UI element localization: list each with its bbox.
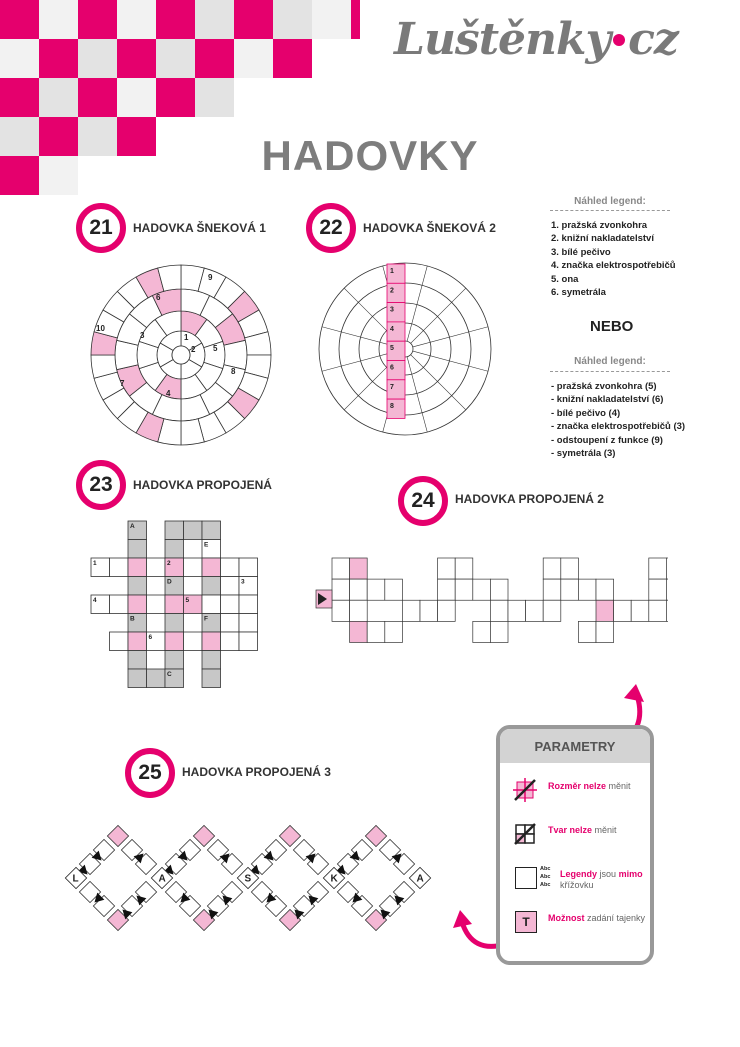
- diamond-cell: [107, 825, 128, 846]
- spiral-cell-number: 6: [156, 293, 161, 302]
- legend-item: 4. značka elektrospotřebičů: [551, 260, 676, 272]
- diamond-cell: [365, 825, 386, 846]
- legend-preview-list-2: [551, 380, 685, 460]
- legend-item: 2. knižní nakladatelství: [551, 233, 654, 245]
- legend-square-icon: [515, 867, 537, 889]
- grid-cell: [221, 558, 240, 577]
- snake-cell: [385, 579, 403, 600]
- param-shape-text: [548, 825, 648, 836]
- checker-tile: [78, 0, 117, 39]
- strip-cell-number: 7: [390, 383, 394, 391]
- snake-cell: [649, 558, 667, 579]
- grid-cell: [221, 595, 240, 614]
- grid-cell-letter: F: [204, 615, 208, 623]
- logo-tld: cz: [628, 14, 678, 65]
- checker-tile: [234, 39, 273, 78]
- grid-cell: [221, 632, 240, 651]
- spiral-cell-number: 1: [184, 333, 189, 342]
- checker-tile: [39, 0, 78, 39]
- diamond-cell: [193, 825, 214, 846]
- spiral-cell-number: 9: [208, 273, 213, 282]
- snake-cell: [543, 558, 561, 579]
- snake-cell: [596, 579, 614, 600]
- checker-tile: [0, 39, 39, 78]
- snake-cell: [490, 600, 508, 621]
- param-legends-rest: křížovku: [560, 880, 594, 890]
- param-secret-highlight: Možnost: [548, 913, 585, 923]
- parameters-heading: PARAMETRY: [500, 729, 650, 763]
- grid-cell: [165, 632, 184, 651]
- snake-cell: [490, 621, 508, 642]
- snake-cell: [385, 621, 403, 642]
- legend-item: 1. pražská zvonkohra: [551, 220, 648, 231]
- param-legends-text: [560, 869, 648, 891]
- checker-tile: [117, 39, 156, 78]
- grid-cell: [165, 595, 184, 614]
- param-size-text: [548, 781, 648, 792]
- param-legends-highlight-1: Legendy: [560, 869, 598, 879]
- param-legends-highlight-2: mimo: [618, 869, 643, 879]
- checker-tile: [351, 0, 360, 39]
- checker-tile: [39, 39, 78, 78]
- page-title: HADOVKY: [261, 132, 479, 179]
- snake-cell: [578, 579, 596, 600]
- grid-cell: [128, 558, 147, 577]
- section-23-number: 23: [76, 460, 126, 510]
- diamond-cell: [279, 825, 300, 846]
- legend-item: - odstoupení z funkce (9): [551, 434, 663, 446]
- parameters-panel: [496, 725, 654, 965]
- diamond-letter: K: [330, 873, 338, 885]
- snake-cell: [490, 579, 508, 600]
- grid-cell-number: 2: [167, 560, 171, 567]
- grid-cell: [165, 614, 184, 633]
- grid-cell-number: 5: [185, 597, 190, 604]
- strip-cell-number: 1: [390, 268, 394, 275]
- section-24-title: HADOVKA PROPOJENÁ 2: [455, 492, 604, 506]
- snake-cell: [596, 621, 614, 642]
- snake-cell: [367, 621, 385, 642]
- snake-cell: [666, 558, 668, 579]
- resize-disabled-icon: [512, 777, 538, 803]
- brand-logo: [394, 14, 678, 65]
- strip-cell-number: 2: [390, 287, 394, 295]
- legend-item: - symetrála (3): [551, 448, 616, 460]
- grid-cell: [128, 632, 147, 651]
- snake-cell: [350, 621, 368, 642]
- legend-item: 3. bílé pečivo: [551, 246, 611, 258]
- grid-cell: [147, 669, 166, 688]
- grid-cell: [202, 651, 221, 670]
- section-23-title: HADOVKA PROPOJENÁ: [133, 478, 272, 492]
- section-21-title: HADOVKA ŠNEKOVÁ 1: [133, 221, 266, 235]
- snake-cell: [649, 579, 667, 600]
- connected-grid-puzzle: [90, 520, 260, 692]
- grid-cell: [221, 577, 240, 596]
- snake-cell: [455, 558, 473, 579]
- spiral-cell-number: 3: [140, 331, 145, 340]
- section-25-number: 25: [125, 748, 175, 798]
- legend-item: 5. ona: [551, 273, 579, 285]
- snake-cell: [614, 600, 632, 621]
- or-label: NEBO: [590, 318, 634, 335]
- snake-cell: [473, 621, 491, 642]
- grid-cell-letter: E: [204, 541, 209, 549]
- spiral-cell-number: 5: [213, 344, 218, 353]
- grid-cell: [128, 595, 147, 614]
- strip-cell-number: 4: [390, 325, 394, 333]
- checker-tile: [78, 78, 117, 117]
- checker-tile: [273, 39, 312, 78]
- legend-divider-1: [550, 210, 670, 211]
- grid-cell: [128, 651, 147, 670]
- snake-cell: [473, 579, 491, 600]
- section-22-number: 22: [306, 203, 356, 253]
- snake-cell: [526, 600, 544, 621]
- diamond-chain-puzzle: [60, 820, 440, 932]
- legend-item: - značka elektrospotřebičů (3): [551, 421, 686, 433]
- snake-cell: [332, 558, 350, 579]
- checker-tile: [312, 0, 351, 39]
- snake-cell: [596, 600, 614, 621]
- spiral-center: [172, 346, 190, 364]
- secret-letter-icon: T: [515, 911, 537, 933]
- strip-cell-number: 3: [390, 306, 394, 314]
- param-shape-rest: měnit: [594, 825, 617, 835]
- connected-snake-puzzle: [312, 556, 668, 648]
- strip-cell-number: 5: [390, 345, 394, 353]
- section-22-title: HADOVKA ŠNEKOVÁ 2: [363, 221, 496, 235]
- legend-item: - bílé pečivo (4): [551, 407, 621, 419]
- grid-cell: [184, 632, 203, 651]
- logo-name: Luštěnky: [394, 14, 611, 65]
- legend-sample: Abc: [540, 882, 551, 888]
- grid-cell-number: 1: [93, 560, 97, 567]
- grid-cell-letter: B: [130, 615, 135, 623]
- grid-cell-letter: D: [167, 578, 172, 586]
- diamond-letter: A: [158, 873, 166, 885]
- legend-sample: Abc: [540, 866, 551, 872]
- legend-preview-list-1: [551, 219, 676, 299]
- grid-cell: [110, 595, 129, 614]
- spiral-cell-number: 4: [166, 389, 171, 398]
- checker-tile: [234, 0, 273, 39]
- grid-cell: [202, 669, 221, 688]
- checker-tile: [117, 78, 156, 117]
- grid-cell: [128, 577, 147, 596]
- snake-cell: [350, 558, 368, 579]
- grid-cell: [239, 614, 258, 633]
- snake-cell: [350, 600, 368, 621]
- checker-tile: [273, 0, 312, 39]
- snake-cell: [561, 558, 579, 579]
- snake-cell: [666, 579, 668, 600]
- grid-cell: [147, 595, 166, 614]
- param-legends-outside: [512, 865, 648, 895]
- snake-cell: [332, 579, 350, 600]
- legend-item: - pražská zvonkohra (5): [551, 381, 657, 392]
- param-size-fixed: [512, 777, 648, 807]
- strip-cell-number: 8: [390, 403, 394, 411]
- grid-cell: [202, 558, 221, 577]
- grid-cell: [110, 558, 129, 577]
- grid-cell: [110, 632, 129, 651]
- legend-item: 6. symetrála: [551, 287, 606, 299]
- grid-cell: [165, 540, 184, 559]
- checker-tile: [195, 39, 234, 78]
- snake-cell: [455, 579, 473, 600]
- legend-preview-heading-1: Náhled legend:: [574, 196, 646, 207]
- section-21-number: 21: [76, 203, 126, 253]
- grid-cell-number: 6: [148, 634, 153, 641]
- snake-cell: [420, 600, 438, 621]
- snake-cell: [367, 579, 385, 600]
- snake-cell: [631, 600, 649, 621]
- legend-sample-labels: [540, 865, 550, 889]
- spiral-puzzle-2: [318, 262, 492, 436]
- checker-tile: [0, 0, 39, 39]
- grid-cell: [202, 595, 221, 614]
- shape-disabled-icon: [512, 821, 538, 847]
- grid-cell: [128, 540, 147, 559]
- grid-cell: [184, 558, 203, 577]
- snake-cell: [508, 600, 526, 621]
- param-legends-mid: jsou: [599, 869, 617, 879]
- grid-cell: [202, 632, 221, 651]
- grid-cell: [202, 521, 221, 540]
- snake-cell: [666, 600, 668, 621]
- grid-cell: [221, 614, 240, 633]
- legend-preview-heading-2: Náhled legend:: [574, 356, 646, 367]
- checker-tile: [0, 78, 39, 117]
- checker-tile: [117, 0, 156, 39]
- param-secret-option: [512, 909, 648, 939]
- spiral-cell-number: 8: [231, 367, 236, 376]
- snake-cell: [578, 621, 596, 642]
- grid-cell: [239, 595, 258, 614]
- param-shape-fixed: [512, 821, 648, 851]
- legend-sample: Abc: [540, 874, 551, 880]
- section-24-number: 24: [398, 476, 448, 526]
- grid-cell: [128, 669, 147, 688]
- checker-tile: [39, 78, 78, 117]
- snake-cell: [561, 579, 579, 600]
- checker-tile: [156, 78, 195, 117]
- legend-item: - knižní nakladatelství (6): [551, 394, 664, 406]
- param-secret-rest: zadání tajenky: [587, 913, 646, 923]
- snake-cell: [438, 579, 456, 600]
- legend-divider-2: [550, 371, 670, 372]
- grid-cell: [165, 521, 184, 540]
- param-secret-text: [548, 913, 648, 924]
- grid-cell: [239, 558, 258, 577]
- checker-tile: [156, 0, 195, 39]
- snake-cell: [438, 558, 456, 579]
- spiral-cell-number: 10: [96, 324, 105, 333]
- spiral-cell-number: 2: [191, 345, 196, 354]
- grid-cell: [147, 558, 166, 577]
- checker-tile: [195, 0, 234, 39]
- snake-cell: [402, 600, 420, 621]
- diamond-letter: S: [244, 873, 252, 885]
- section-25-title: HADOVKA PROPOJENÁ 3: [182, 765, 331, 779]
- grid-cell: [202, 577, 221, 596]
- grid-cell: [184, 521, 203, 540]
- param-size-rest: měnit: [608, 781, 631, 791]
- grid-cell-number: 3: [241, 578, 245, 586]
- strip-cell-number: 6: [390, 364, 394, 372]
- snake-cell: [649, 600, 667, 621]
- spiral-cell-number: 7: [120, 379, 125, 388]
- param-size-highlight: Rozměr nelze: [548, 781, 607, 791]
- checker-tile: [78, 39, 117, 78]
- snake-cell: [543, 600, 561, 621]
- grid-cell: [165, 651, 184, 670]
- param-shape-highlight: Tvar nelze: [548, 825, 593, 835]
- checker-tile: [156, 39, 195, 78]
- spiral-puzzle-1: [88, 262, 274, 448]
- snake-cell: [332, 600, 350, 621]
- grid-cell-letter: C: [167, 671, 172, 678]
- grid-cell-number: 4: [93, 597, 97, 604]
- snake-cell: [350, 579, 368, 600]
- checker-tile: [195, 78, 234, 117]
- diamond-letter: L: [72, 873, 79, 885]
- grid-cell-letter: A: [130, 523, 135, 530]
- diamond-letter: A: [416, 873, 424, 885]
- logo-dot: [613, 34, 625, 46]
- grid-cell: [239, 632, 258, 651]
- snake-cell: [543, 579, 561, 600]
- snake-cell: [438, 600, 456, 621]
